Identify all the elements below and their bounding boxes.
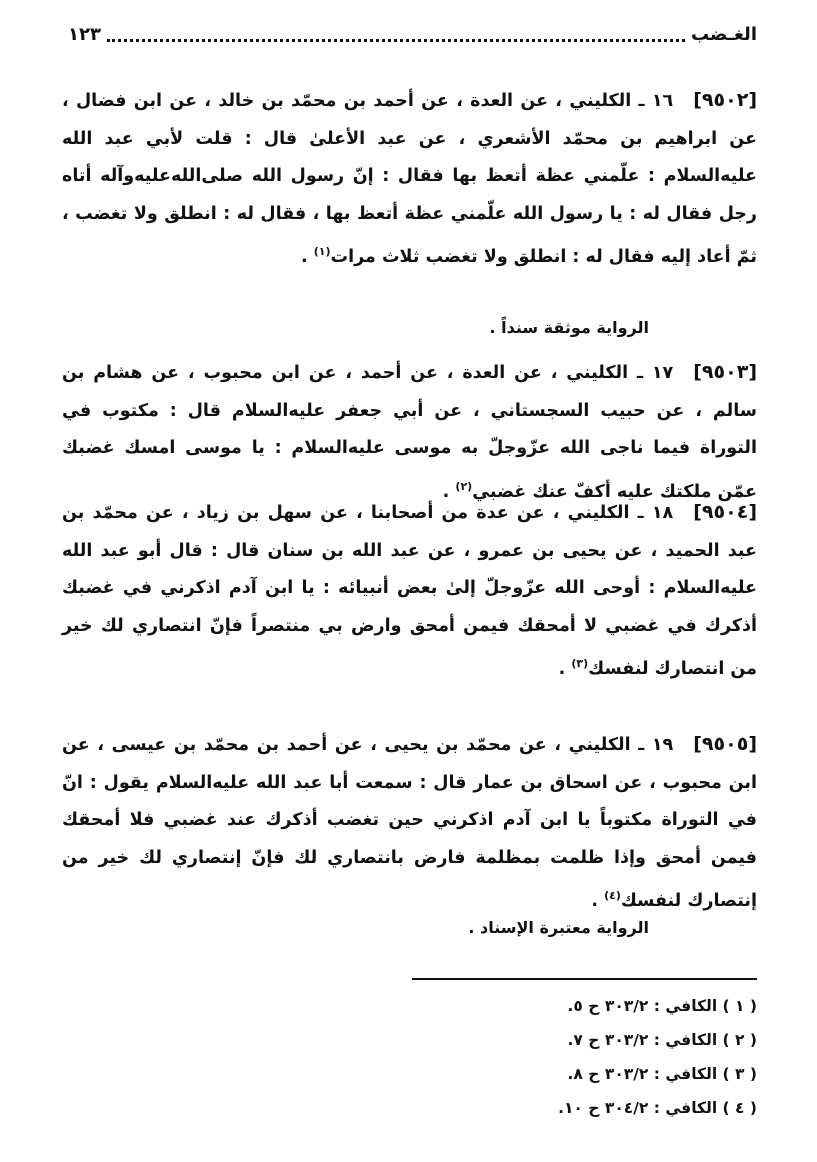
page-header xyxy=(68,18,757,50)
entry-text: ١٨ ـ الكليني ، عن عدة من أصحابنا ، عن سهل بن زياد ، عن محمّد بن عبد الحميد ، عن يحيى بن عمرو ، عن عبد الله بن سنان قال : قال أبو عبد الله عليه‌السلام : أوحى الله عزّوجلّ إلىٰ بعض أنبيائه : يا ابن آدم اذكرني في غضبك أذكرك في غضبي لا أمحقك فيمن أمحق وارض بي منتصراً فإنّ انتصاري لك خير من انتصارك لنفسك xyxy=(62,503,757,679)
entry-text: ١٦ ـ الكليني ، عن العدة ، عن أحمد بن محمّد بن خالد ، عن ابن فضال ، عن ابراهيم بن محمّد الأشعري ، عن عبد الأعلىٰ قال : قلت لأبي عبد الله عليه‌السلام : علّمني عظة أتعظ بها فقال : إنّ رسول الله صلى‌الله‌عليه‌وآله أتاه رجل فقال له : يا رسول الله علّمني عظة أتعظ بها ، فقال له : انطلق ولا تغضب ، ثمّ أعاد إليه فقال له : انطلق ولا تغضب ثلاث مرات xyxy=(62,91,757,267)
footnote-ref: (٣) xyxy=(571,657,589,670)
page-number: ١٢٣ xyxy=(68,23,101,45)
entry-9502: [٩٥٠٢]١٦ ـ الكليني ، عن العدة ، عن أحمد بن محمّد بن خالد ، عن ابن فضال ، عن ابراهيم بن محمّد الأشعري ، عن عبد الأعلىٰ قال : قلت لأبي عبد الله عليه‌السلام : علّمني عظة أتعظ بها فقال : إنّ رسول الله صلى‌الله‌عليه‌وآله أتاه رجل فقال له : يا رسول الله علّمني عظة أتعظ بها ، فقال له : انطلق ولا تغضب ، ثمّ أعاد إليه فقال له : انطلق ولا تغضب ثلاث مرات$^{(١)}$ . xyxy=(62,82,757,276)
entry-number: [٩٥٠٣] xyxy=(693,361,757,383)
footnote-1: ( ١ ) الكافي : ٣٠٣/٢ ح ٥. xyxy=(567,997,757,1015)
entry-text: ١٧ ـ الكليني ، عن العدة ، عن أحمد ، عن ابن محبوب ، عن هشام بن سالم ، عن حبيب السجستاني ، عن أبي جعفر عليه‌السلام قال : مكتوب في التوراة فيما ناجى الله عزّوجلّ به موسى عليه‌السلام : يا موسى امسك غضبك عمّن ملكتك عليه أكفّ عنك غضبي xyxy=(62,363,757,502)
footnote-divider xyxy=(412,978,757,980)
entry-number: [٩٥٠٤] xyxy=(693,501,757,523)
entry-9503: [٩٥٠٣]١٧ ـ الكليني ، عن العدة ، عن أحمد ، عن ابن محبوب ، عن هشام بن سالم ، عن حبيب السجستاني ، عن أبي جعفر عليه‌السلام قال : مكتوب في التوراة فيما ناجى الله عزّوجلّ به موسى عليه‌السلام : يا موسى امسك غضبك عمّن ملكتك عليه أكفّ عنك غضبي$^{(٢)}$ . xyxy=(62,354,757,511)
entry-text: ١٩ ـ الكليني ، عن محمّد بن يحيى ، عن أحمد بن محمّد بن عيسى ، عن ابن محبوب ، عن اسحاق بن عمار قال : سمعت أبا عبد الله عليه‌السلام يقول : انّ في التوراة مكتوباً يا ابن آدم اذكرني حين تغضب أذكرك عند غضبي فلا أمحقك فيمن أمحق وإذا ظلمت بمظلمة فارض بانتصاري لك فإنّ إنتصاري لك خير من إنتصارك لنفسك xyxy=(62,735,757,911)
footnote-ref: (٢) xyxy=(455,479,473,493)
entry-number: [٩٥٠٥] xyxy=(693,733,757,755)
footnote-4: ( ٤ ) الكافي : ٣٠٤/٢ ح ١٠. xyxy=(558,1099,757,1117)
footnote-2: ( ٢ ) الكافي : ٣٠٣/٢ ح ٧. xyxy=(567,1031,757,1049)
entry-9504: [٩٥٠٤]١٨ ـ الكليني ، عن عدة من أصحابنا ، عن سهل بن زياد ، عن محمّد بن عبد الحميد ، عن يحيى بن عمرو ، عن عبد الله بن سنان قال : قال أبو عبد الله عليه‌السلام : أوحى الله عزّوجلّ إلىٰ بعض أنبيائه : يا ابن آدم اذكرني في غضبك أذكرك في غضبي لا أمحقك فيمن أمحق وارض بي منتصراً فإنّ انتصاري لك خير من انتصارك لنفسك$^{(٣)}$ . xyxy=(62,494,757,688)
entry-number: [٩٥٠٢] xyxy=(693,89,757,111)
note-authenticity-2: الرواية معتبرة الإسناد . xyxy=(468,918,649,937)
header-dot-leader xyxy=(107,27,685,42)
entry-9505: [٩٥٠٥]١٩ ـ الكليني ، عن محمّد بن يحيى ، عن أحمد بن محمّد بن عيسى ، عن ابن محبوب ، عن اسحاق بن عمار قال : سمعت أبا عبد الله عليه‌السلام يقول : انّ في التوراة مكتوباً يا ابن آدم اذكرني حين تغضب أذكرك عند غضبي فلا أمحقك فيمن أمحق وإذا ظلمت بمظلمة فارض بانتصاري لك فإنّ إنتصاري لك خير من إنتصارك لنفسك$^{(٤)}$ . xyxy=(62,726,757,920)
note-authenticity-1: الرواية موثقة سنداً . xyxy=(489,318,649,337)
footnote-ref: (٤) xyxy=(604,889,621,902)
footnote-3: ( ٣ ) الكافي : ٣٠٣/٢ ح ٨. xyxy=(567,1065,757,1083)
footnote-ref: (١) xyxy=(313,245,331,258)
chapter-title: الغـضب xyxy=(690,23,757,45)
